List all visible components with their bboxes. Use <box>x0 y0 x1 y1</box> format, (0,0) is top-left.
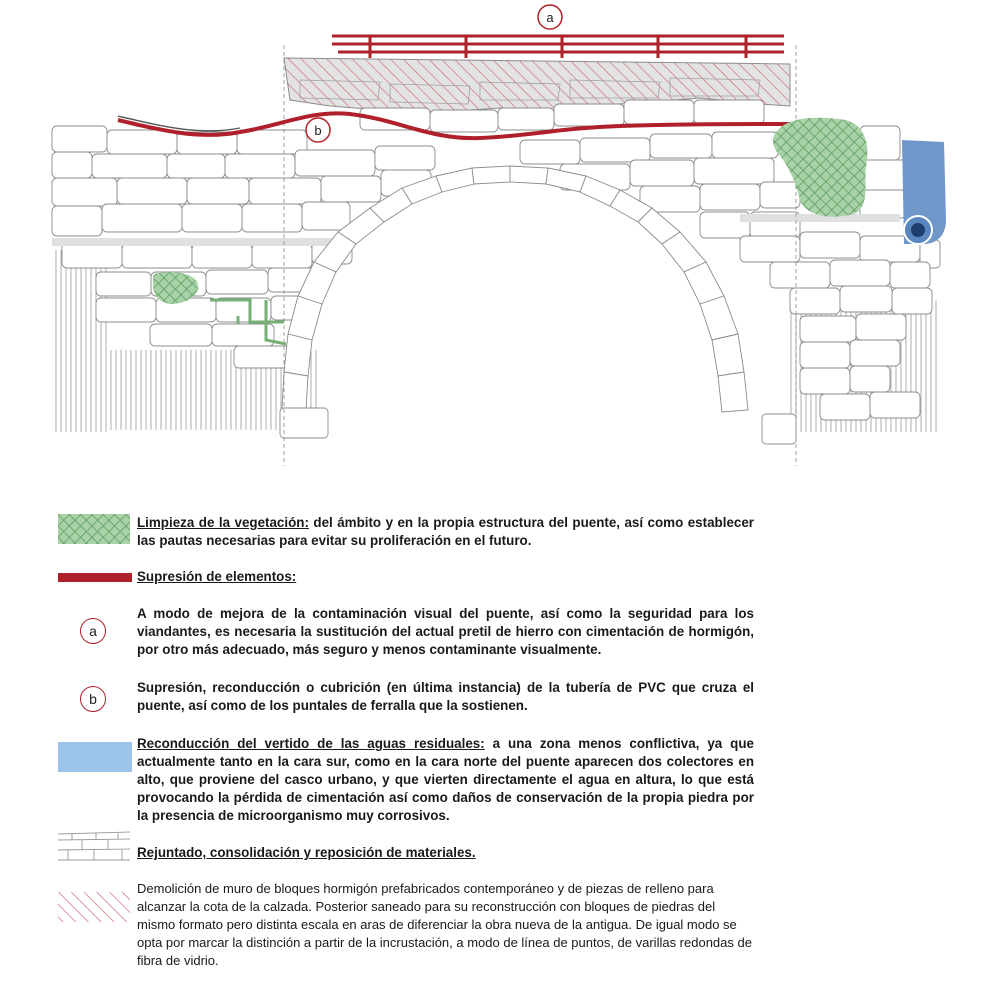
legend-vegetation-title: Limpieza de la vegetación: <box>137 515 309 530</box>
repointing-swatch <box>58 830 130 864</box>
legend-item-b-text: Supresión, reconducción o cubrición (en última instancia) de la tubería de PVC que cruza el puente, así como de los puntales de ferralla que la sostienen. <box>137 680 754 713</box>
legend-vegetation-description: del ámbito y en la propia estructura del puente, así como establecer las pautas necesarias para evitar su proliferación en el futuro. <box>137 515 754 548</box>
legend-repointing-text <box>137 844 754 862</box>
callout-b <box>306 118 330 142</box>
removal-swatch <box>58 573 132 582</box>
mortar-band-right <box>740 214 900 222</box>
arch-base-stone-left <box>280 408 328 438</box>
legend-sewage-title: Reconducción del vertido de las aguas residuales: <box>137 736 485 751</box>
sewage-pipe-hole <box>911 223 925 237</box>
legend-repointing-title: Rejuntado, consolidación y reposición de materiales. <box>137 845 476 860</box>
mortar-band-left <box>52 238 352 246</box>
legend-removal-text <box>137 568 754 586</box>
legend-sewage-description: a una zona menos conflictiva, ya que actualmente tanto en la cara sur, como en la cara norte del puente aparecen dos colectores en alto, que proviene del casco urbano, y que vierten directamente el agua en altura, lo que está provocando la pérdida de cimentación así como daños de conservación de la propia piedra por la presencia de microorganismo muy corrosivos. <box>137 736 754 823</box>
legend-removal-title: Supresión de elementos: <box>137 569 297 584</box>
callout-a-label: a <box>546 10 554 25</box>
arch-base-stone-right <box>762 414 796 444</box>
legend-sewage-text <box>137 735 754 825</box>
callout-b-label: b <box>314 123 322 138</box>
callout-a <box>538 5 562 29</box>
bridge-elevation-drawing <box>0 0 1000 480</box>
vegetation-swatch <box>58 514 130 544</box>
legend-item-a-text: A modo de mejora de la contaminación visual del puente, así como la seguridad para los viandantes, es necesaria la sustitución del actual pretil de hierro con cimentación de hormigón, por otro más adecuado, más seguro y menos contaminante visualmente. <box>137 606 754 657</box>
legend-demolition-text: Demolición de muro de bloques hormigón prefabricados contemporáneo y de piezas de relleno para alcanzar la cota de la calzada. Posterior saneado para su reconstrucción con bloques de piedras del mismo formato pero distinta escala en aras de diferenciar la obra nueva de la antigua. De igual modo se opta por marcar la distinción a partir de la incrustación, a modo de línea de puntos, de varillas redondas de fibra de vidrio. <box>137 881 752 968</box>
marker-a: a <box>80 618 106 644</box>
legend-vegetation-text <box>137 514 754 550</box>
demolition-swatch <box>58 892 130 922</box>
sewage-swatch <box>58 742 132 772</box>
marker-b: b <box>80 686 106 712</box>
iron-railing <box>332 36 784 58</box>
